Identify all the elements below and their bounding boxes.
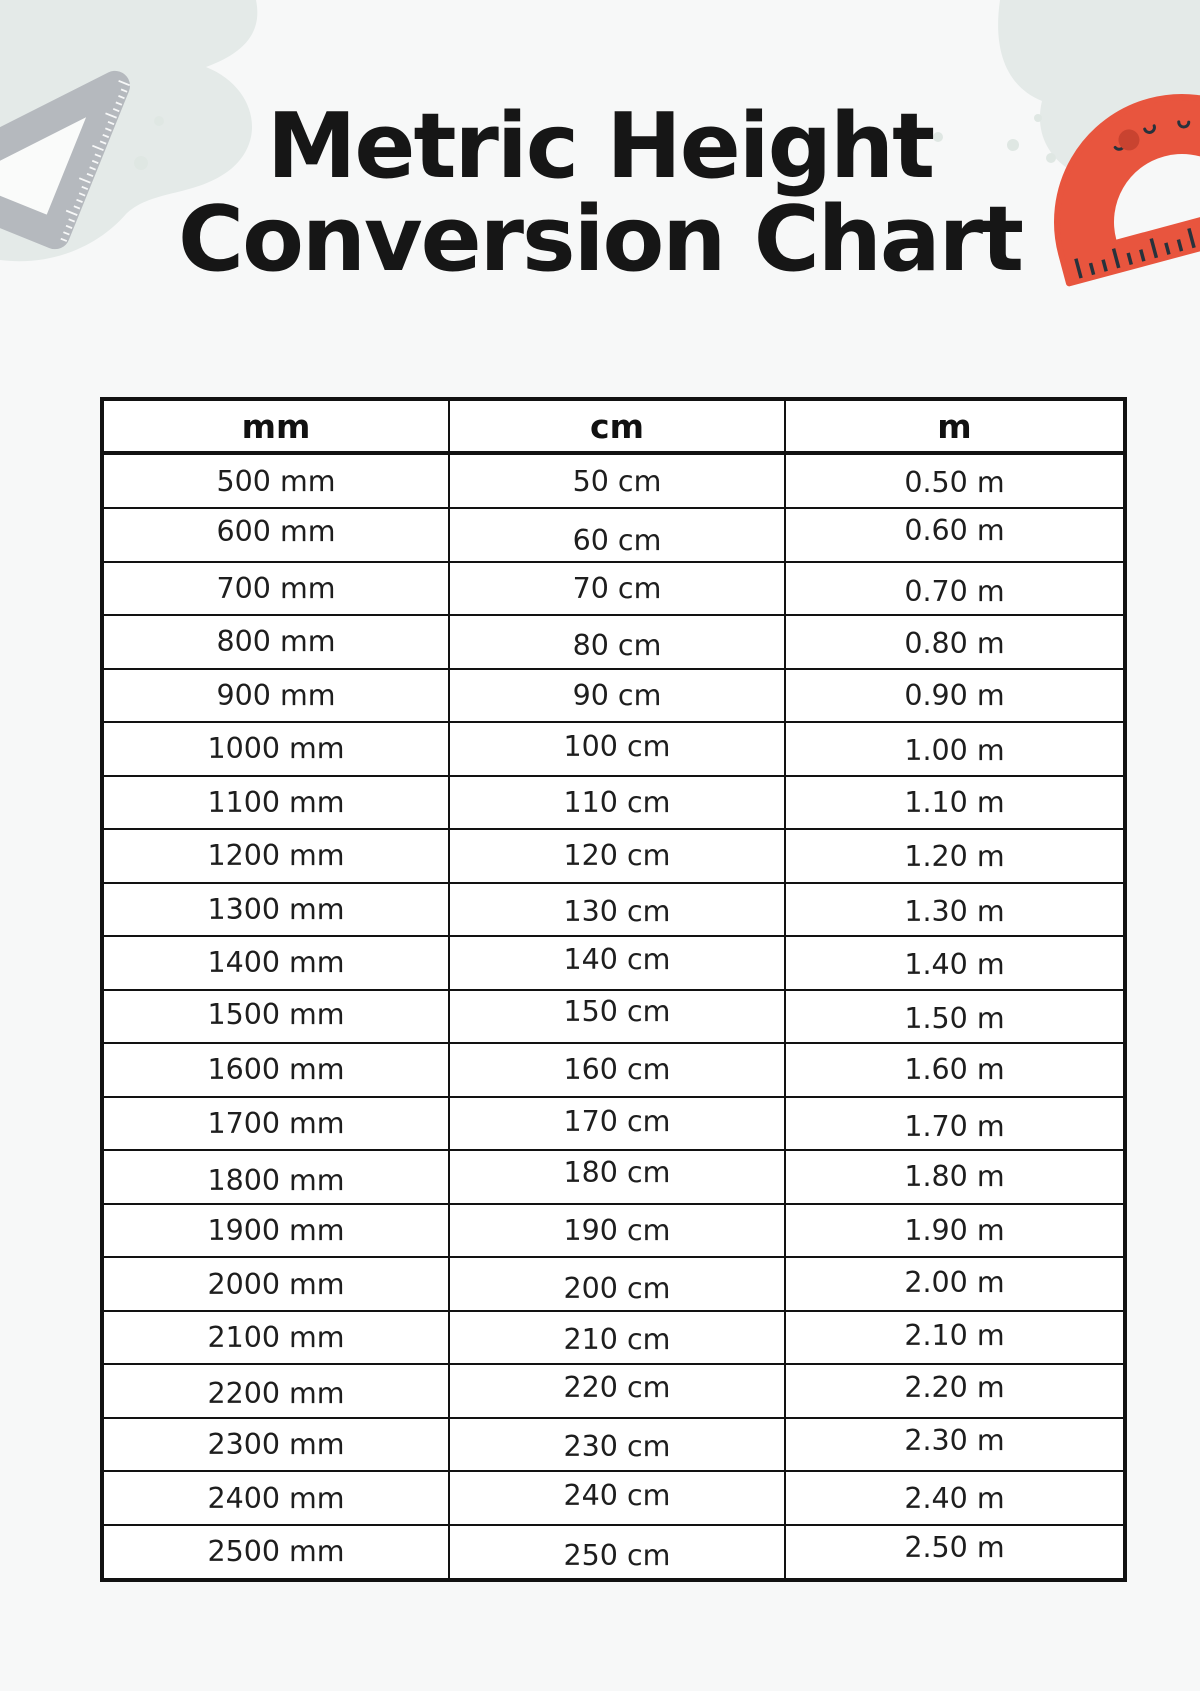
m-cell: 1.20 m — [785, 829, 1125, 883]
table-row — [102, 1418, 1125, 1472]
mm-cell: 1900 mm — [102, 1204, 449, 1258]
cm-cell: 160 cm — [449, 1043, 785, 1097]
cm-cell: 140 cm — [449, 936, 785, 990]
m-cell: 1.30 m — [785, 883, 1125, 937]
cm-cell: 150 cm — [449, 990, 785, 1044]
m-cell: 1.80 m — [785, 1150, 1125, 1204]
mm-cell: 1100 mm — [102, 776, 449, 830]
mm-cell: 2200 mm — [102, 1364, 449, 1418]
page-title-line1: Metric Height — [266, 94, 934, 199]
mm-cell: 1000 mm — [102, 722, 449, 776]
cm-cell: 250 cm — [449, 1525, 785, 1580]
mm-cell: 2100 mm — [102, 1311, 449, 1365]
cm-cell: 130 cm — [449, 883, 785, 937]
cm-cell: 180 cm — [449, 1150, 785, 1204]
mm-cell: 1300 mm — [102, 883, 449, 937]
m-cell: 1.10 m — [785, 776, 1125, 830]
table-row — [102, 669, 1125, 723]
mm-cell: 600 mm — [102, 508, 449, 562]
cm-cell: 170 cm — [449, 1097, 785, 1151]
mm-cell: 700 mm — [102, 562, 449, 616]
table-row — [102, 936, 1125, 990]
table-row — [102, 1364, 1125, 1418]
cm-cell: 100 cm — [449, 722, 785, 776]
m-cell: 0.60 m — [785, 508, 1125, 562]
table-row — [102, 1097, 1125, 1151]
mm-cell: 900 mm — [102, 669, 449, 723]
m-cell: 0.50 m — [785, 453, 1125, 508]
page-title — [0, 94, 1200, 292]
table-row — [102, 1150, 1125, 1204]
m-cell: 2.00 m — [785, 1257, 1125, 1311]
m-cell: 0.80 m — [785, 615, 1125, 669]
table-row — [102, 615, 1125, 669]
table-row — [102, 990, 1125, 1044]
table-header-row — [102, 399, 1125, 453]
col-header-mm: mm — [102, 399, 449, 453]
table-row — [102, 1043, 1125, 1097]
m-cell: 2.40 m — [785, 1471, 1125, 1525]
cm-cell: 230 cm — [449, 1418, 785, 1472]
mm-cell: 2500 mm — [102, 1525, 449, 1580]
mm-cell: 2400 mm — [102, 1471, 449, 1525]
m-cell: 1.90 m — [785, 1204, 1125, 1258]
m-cell: 1.60 m — [785, 1043, 1125, 1097]
table-row — [102, 1257, 1125, 1311]
table-row — [102, 776, 1125, 830]
m-cell: 1.00 m — [785, 722, 1125, 776]
cm-cell: 240 cm — [449, 1471, 785, 1525]
cm-cell: 190 cm — [449, 1204, 785, 1258]
m-cell: 1.70 m — [785, 1097, 1125, 1151]
mm-cell: 1400 mm — [102, 936, 449, 990]
table-row — [102, 1471, 1125, 1525]
cm-cell: 210 cm — [449, 1311, 785, 1365]
mm-cell: 2000 mm — [102, 1257, 449, 1311]
table-row — [102, 562, 1125, 616]
mm-cell: 1700 mm — [102, 1097, 449, 1151]
cm-cell: 70 cm — [449, 562, 785, 616]
cm-cell: 60 cm — [449, 508, 785, 562]
table-row — [102, 508, 1125, 562]
m-cell: 0.70 m — [785, 562, 1125, 616]
m-cell: 2.50 m — [785, 1525, 1125, 1580]
cm-cell: 90 cm — [449, 669, 785, 723]
table-body — [102, 453, 1125, 1580]
table-row — [102, 453, 1125, 508]
m-cell: 1.50 m — [785, 990, 1125, 1044]
table-row — [102, 1204, 1125, 1258]
page-title-line2: Conversion Chart — [178, 187, 1022, 292]
m-cell: 2.30 m — [785, 1418, 1125, 1472]
mm-cell: 500 mm — [102, 453, 449, 508]
cm-cell: 50 cm — [449, 453, 785, 508]
mm-cell: 1200 mm — [102, 829, 449, 883]
mm-cell: 1600 mm — [102, 1043, 449, 1097]
table-row — [102, 829, 1125, 883]
mm-cell: 1800 mm — [102, 1150, 449, 1204]
col-header-m: m — [785, 399, 1125, 453]
cm-cell: 120 cm — [449, 829, 785, 883]
m-cell: 2.10 m — [785, 1311, 1125, 1365]
cm-cell: 220 cm — [449, 1364, 785, 1418]
table-row — [102, 1525, 1125, 1580]
table-row — [102, 722, 1125, 776]
m-cell: 2.20 m — [785, 1364, 1125, 1418]
cm-cell: 110 cm — [449, 776, 785, 830]
mm-cell: 800 mm — [102, 615, 449, 669]
cm-cell: 80 cm — [449, 615, 785, 669]
table-row — [102, 1311, 1125, 1365]
cm-cell: 200 cm — [449, 1257, 785, 1311]
col-header-cm: cm — [449, 399, 785, 453]
mm-cell: 1500 mm — [102, 990, 449, 1044]
mm-cell: 2300 mm — [102, 1418, 449, 1472]
m-cell: 0.90 m — [785, 669, 1125, 723]
m-cell: 1.40 m — [785, 936, 1125, 990]
table-row — [102, 883, 1125, 937]
conversion-table — [100, 397, 1127, 1582]
